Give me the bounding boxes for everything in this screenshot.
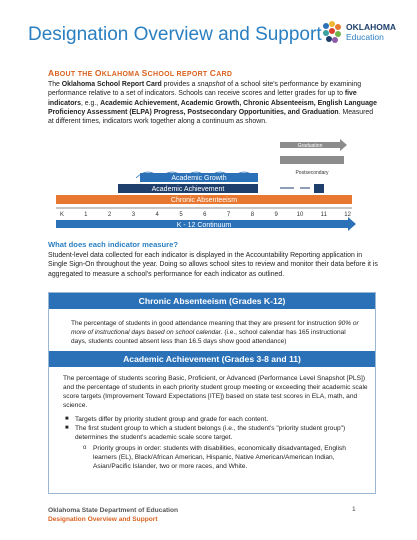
- grade-ticks: [60, 212, 352, 218]
- academic-achievement-heading: Academic Achievement (Grades 3-8 and 11): [49, 351, 375, 367]
- intro-text: of a school site's performance by examining performance relative to a set of indicators. Schools can receive scores and letter grades for up to: [48, 81, 362, 98]
- absenteeism-label: Chronic Absenteeism: [170, 197, 238, 204]
- heading-part: S: [141, 68, 148, 78]
- list-item: [65, 424, 365, 442]
- footer-doc-title: Designation Overview and Support: [48, 516, 158, 523]
- intro-text: The: [48, 81, 62, 88]
- list-item-text: The first student group to which a student belongs (i.e., the student's "priority student group") determines the student's academic scale score target.: [75, 425, 346, 442]
- page-footer: [48, 506, 378, 524]
- logo-line-2: Education: [346, 31, 384, 42]
- page-title: Designation Overview and Support: [28, 24, 322, 45]
- heading-part: O: [94, 68, 102, 78]
- intro-text: , e.g.,: [80, 99, 101, 107]
- list-item-text: Priority groups in order: students with disabilities, economically disadvantaged, English learners (EL), Black/African American, Hispanic, Native American/American Indian, Asian/Pacific Islander, two or more races, and White.: [93, 445, 346, 471]
- heading-part: ARD: [216, 71, 233, 78]
- graduation-label: Graduation: [297, 143, 323, 149]
- postsecondary-label: Postsecondary: [295, 170, 329, 176]
- chronic-italic: 90% or more of instructional days based on school calendar.: [71, 320, 359, 336]
- grade-tick-label: 8: [250, 212, 255, 218]
- circle-bullet-icon: o: [83, 445, 87, 451]
- grade-tick-label: 7: [226, 212, 231, 218]
- grade-tick-label: 3: [131, 212, 136, 218]
- logo-line-1: OKLAHOMA: [346, 22, 397, 32]
- heading-part: KLAHOMA: [101, 71, 142, 78]
- grade-tick-label: 12: [344, 212, 351, 218]
- intro-bold: five indicators: [48, 90, 357, 107]
- indicator-box: [48, 292, 376, 494]
- postsecondary-bar: [280, 156, 344, 164]
- bullet-icon: ■: [65, 416, 69, 422]
- grade-tick-label: 11: [320, 212, 327, 218]
- list-item: [65, 415, 365, 424]
- grade-tick-label: 2: [107, 212, 112, 218]
- list-item-text: Targets differ by priority student group and grade for each content.: [75, 416, 269, 423]
- intro-italic: snapshot: [197, 81, 226, 88]
- section-heading: [48, 68, 232, 78]
- grade-tick-label: 5: [179, 212, 183, 218]
- growth-label: Academic Growth: [171, 175, 227, 182]
- page-header: [0, 0, 417, 58]
- bullet-icon: ■: [65, 425, 69, 431]
- grade-tick-label: K: [59, 212, 65, 218]
- grade-tick-label: 10: [296, 212, 304, 218]
- oklahoma-education-logo: [320, 18, 410, 54]
- heading-part: C: [209, 68, 217, 78]
- grade-tick-label: 9: [274, 212, 278, 218]
- intro-bold: Academic Achievement, Academic Growth, Chronic Absenteeism, English Language Proficiency Assessment (ELPA) Progress, Postsecondary Opportunities, and Graduation: [48, 99, 377, 116]
- intro-paragraph: [48, 80, 378, 126]
- footer-org: Oklahoma State Department of Education: [48, 507, 179, 514]
- chronic-absenteeism-text: [71, 319, 361, 346]
- intro-text: . Measured at different times, indicators work together along a continuum as shown.: [48, 108, 374, 126]
- academic-achievement-text: The percentage of students scoring Basic, Proficient, or Advanced (Performance Level Snapshot [PLS]) and the percentage of students in each priority student group meeting or exceeding their academic scale score targets (Improvement Toward Expectations [ITE]) based on state test scores in ELA, math, and science.: [63, 375, 368, 410]
- grade-tick-label: 6: [203, 212, 207, 218]
- grade-tick-label: 1: [84, 212, 88, 218]
- intro-bold: Oklahoma School Report Card: [61, 81, 162, 88]
- sub-list-item: [83, 444, 368, 471]
- heading-part: BOUT THE: [54, 71, 95, 78]
- state-outline-icon: [320, 20, 344, 46]
- page-number: 1: [352, 506, 356, 513]
- chronic-text: (i.e., school calendar has 165 instructional days, students counted absent less than 16.5 days show good attendance): [71, 329, 346, 345]
- heading-part: CHOOL REPORT: [147, 71, 210, 78]
- achievement-label: Academic Achievement: [151, 186, 225, 193]
- grade-tick-label: 4: [155, 212, 159, 218]
- indicator-question-heading: What does each indicator measure?: [48, 240, 178, 249]
- chronic-text: The percentage of students in good attendance meaning that they are present for instruction: [71, 320, 339, 327]
- indicator-question-body: Student-level data collected for each indicator is displayed in the Accountability Reporting application in Single Sign-On throughout the year. Doing so allows school sites to review and monitor their data before it is aggregated to measure a school's performance for each indicator as outlined.: [48, 252, 378, 278]
- heading-part: A: [48, 68, 55, 78]
- intro-text: provides a: [161, 81, 198, 88]
- k12-continuum-diagram: [48, 138, 378, 238]
- logo-text: [346, 23, 396, 42]
- continuum-label: K - 12 Continuum: [176, 222, 232, 229]
- chronic-absenteeism-heading: Chronic Absenteeism (Grades K-12): [49, 293, 375, 309]
- grade-11-block: [314, 184, 324, 193]
